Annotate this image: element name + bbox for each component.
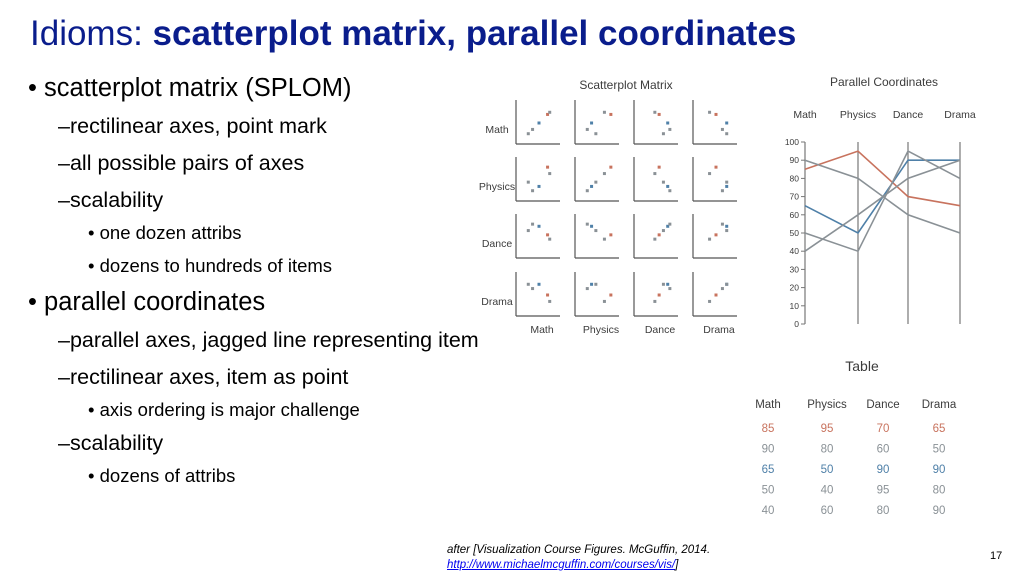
bullet-text: rectilinear axes, item as point [69, 365, 349, 389]
sub-bullet: –rectilinear axes, item as point [58, 365, 349, 389]
splom-row-label: Math [485, 124, 509, 136]
splom-point [594, 132, 597, 135]
pc-tick-label: 10 [789, 300, 799, 311]
splom-point [603, 238, 606, 241]
bullet-text: all possible pairs of axes [69, 151, 305, 175]
splom-point [609, 166, 612, 169]
splom-point [715, 294, 718, 297]
splom-point [725, 225, 728, 228]
citation-close: ] [675, 559, 679, 571]
splom-point [725, 229, 728, 232]
bullet-text: dozens to hundreds of items [99, 255, 333, 276]
splom-row-label: Drama [481, 296, 513, 308]
splom-col-label: Math [530, 324, 554, 336]
bullet-text: parallel coordinates [44, 288, 266, 316]
table-cell: 90 [761, 443, 775, 456]
table-cell: 90 [932, 464, 946, 476]
bullet-text: one dozen attribs [99, 222, 242, 243]
bullet-text: axis ordering is major challenge [99, 399, 360, 420]
splom-point [609, 113, 612, 116]
splom-point [715, 233, 718, 236]
pc-title: Parallel Coordinates [829, 75, 939, 89]
table-cell: 65 [932, 423, 946, 435]
splom-point [662, 132, 665, 135]
splom-point [666, 283, 669, 286]
idioms-figure [466, 68, 986, 543]
table-cell: 90 [876, 464, 890, 476]
sub-bullet: –parallel axes, jagged line representing item [58, 328, 479, 352]
bullet-text: scalability [69, 431, 164, 455]
splom-row-label: Physics [478, 181, 516, 193]
splom-point [590, 185, 593, 188]
splom-point [590, 122, 593, 125]
splom-col-label: Drama [703, 324, 735, 336]
splom-point [586, 287, 589, 290]
splom-point [546, 233, 549, 236]
splom-point [668, 223, 671, 226]
splom-point [603, 172, 606, 175]
splom-point [721, 189, 724, 192]
splom-point [721, 223, 724, 226]
sub-bullet: –scalability [58, 188, 164, 212]
bullet-splom: • scatterplot matrix (SPLOM) [28, 74, 352, 102]
splom-point [531, 287, 534, 290]
pc-tick-label: 20 [789, 282, 799, 293]
splom-point [527, 132, 530, 135]
scatterplot-matrix [479, 78, 737, 336]
bullet-text: dozens of attribs [99, 465, 236, 486]
table-cell: 95 [876, 484, 890, 497]
splom-point [721, 128, 724, 131]
splom-point [653, 172, 656, 175]
bullet-text: scatterplot matrix (SPLOM) [44, 74, 352, 102]
citation-link[interactable]: http://www.michaelmcguffin.com/courses/vis/ [447, 559, 676, 571]
splom-point [609, 233, 612, 236]
table-cell: 65 [761, 464, 775, 476]
pc-tick-label: 0 [794, 319, 799, 329]
citation-text: after [Visualization Course Figures. McGuffin, 2014. [447, 544, 711, 556]
table-header: Dance [866, 399, 900, 411]
sub-sub-bullet: • one dozen attribs [88, 222, 242, 243]
splom-point [531, 128, 534, 131]
splom-point [538, 283, 541, 286]
pc-tick-label: 90 [789, 155, 799, 166]
splom-point [527, 283, 530, 286]
bullet-text: scalability [69, 188, 164, 212]
table-cell: 60 [876, 443, 890, 456]
splom-point [586, 189, 589, 192]
splom-point [527, 181, 530, 184]
table-cell: 60 [820, 505, 834, 517]
table-header: Physics [807, 399, 847, 411]
pc-tick-label: 50 [789, 228, 799, 238]
table-cell: 80 [932, 484, 946, 497]
pc-tick-label: 70 [789, 191, 799, 202]
sub-sub-bullet: • dozens of attribs [88, 465, 236, 486]
splom-point [603, 300, 606, 303]
splom-point [725, 283, 728, 286]
splom-point [708, 238, 711, 241]
sub-bullet: –rectilinear axes, point mark [58, 114, 327, 138]
sub-sub-bullet: • dozens to hundreds of items [88, 255, 333, 276]
splom-point [658, 294, 661, 297]
bullet-text: rectilinear axes, point mark [69, 114, 327, 138]
splom-col-label: Dance [644, 324, 676, 336]
splom-point [594, 283, 597, 286]
page-number: 17 [990, 550, 1003, 562]
table-title: Table [845, 358, 879, 374]
splom-point [658, 113, 661, 116]
splom-point [586, 128, 589, 131]
splom-point [725, 181, 728, 184]
splom-point [662, 283, 665, 286]
splom-point [531, 223, 534, 226]
table-cell: 80 [876, 505, 890, 517]
pc-tick-label: 80 [789, 173, 799, 184]
splom-point [725, 122, 728, 125]
pc-axis-label: Math [793, 109, 817, 121]
splom-point [715, 166, 718, 169]
splom-point [603, 111, 606, 114]
splom-point [609, 294, 612, 297]
splom-point [668, 189, 671, 192]
pc-axis-label: Drama [944, 109, 976, 121]
splom-point [546, 294, 549, 297]
table-header: Math [755, 399, 781, 411]
splom-title: Scatterplot Matrix [579, 78, 673, 92]
pc-tick-label: 40 [789, 246, 799, 257]
table-cell: 70 [876, 423, 890, 435]
splom-point [653, 300, 656, 303]
splom-col-label: Physics [582, 324, 620, 336]
data-table [755, 358, 957, 517]
splom-point [658, 166, 661, 169]
pc-axis-label: Physics [839, 109, 877, 121]
citation [447, 543, 710, 573]
slide-title [30, 14, 796, 54]
splom-point [538, 122, 541, 125]
pc-tick-label: 60 [789, 209, 799, 220]
table-cell: 80 [820, 443, 834, 456]
splom-point [548, 172, 551, 175]
table-cell: 40 [761, 505, 775, 517]
splom-point [658, 233, 661, 236]
splom-point [668, 128, 671, 131]
splom-point [653, 111, 656, 114]
sub-bullet: –all possible pairs of axes [58, 151, 305, 175]
splom-point [725, 185, 728, 188]
splom-point [725, 132, 728, 135]
title-bold: scatterplot matrix, parallel coordinates [152, 14, 797, 53]
splom-point [590, 225, 593, 228]
splom-point [662, 229, 665, 232]
table-cell: 95 [820, 423, 834, 435]
splom-point [668, 287, 671, 290]
table-cell: 50 [820, 464, 834, 476]
splom-point [548, 238, 551, 241]
table-cell: 50 [761, 484, 775, 497]
splom-point [721, 287, 724, 290]
splom-point [715, 113, 718, 116]
table-header: Drama [921, 399, 957, 411]
splom-point [538, 185, 541, 188]
splom-point [538, 225, 541, 228]
splom-point [666, 185, 669, 188]
splom-point [590, 283, 593, 286]
table-cell: 40 [820, 484, 834, 497]
splom-point [708, 300, 711, 303]
splom-point [548, 300, 551, 303]
splom-point [527, 229, 530, 232]
splom-point [548, 111, 551, 114]
pc-axis-label: Dance [892, 109, 924, 121]
table-cell: 50 [932, 443, 946, 456]
table-cell: 85 [761, 423, 775, 435]
splom-point [594, 229, 597, 232]
splom-point [653, 238, 656, 241]
splom-point [662, 181, 665, 184]
bullet-parallel-coordinates: • parallel coordinates [28, 288, 266, 316]
splom-row-label: Dance [481, 238, 513, 250]
splom-point [666, 122, 669, 125]
sub-sub-bullet: • axis ordering is major challenge [88, 399, 360, 420]
pc-tick-label: 30 [789, 264, 799, 275]
splom-point [546, 166, 549, 169]
sub-bullet: –scalability [58, 431, 164, 455]
parallel-coordinates [785, 75, 976, 329]
splom-point [708, 111, 711, 114]
splom-point [708, 172, 711, 175]
splom-point [531, 189, 534, 192]
splom-point [594, 181, 597, 184]
bullet-text: parallel axes, jagged line representing item [69, 328, 479, 352]
title-prefix: Idioms: [30, 14, 153, 53]
table-cell: 90 [932, 505, 946, 517]
pc-tick-label: 100 [784, 137, 799, 147]
splom-point [586, 223, 589, 226]
